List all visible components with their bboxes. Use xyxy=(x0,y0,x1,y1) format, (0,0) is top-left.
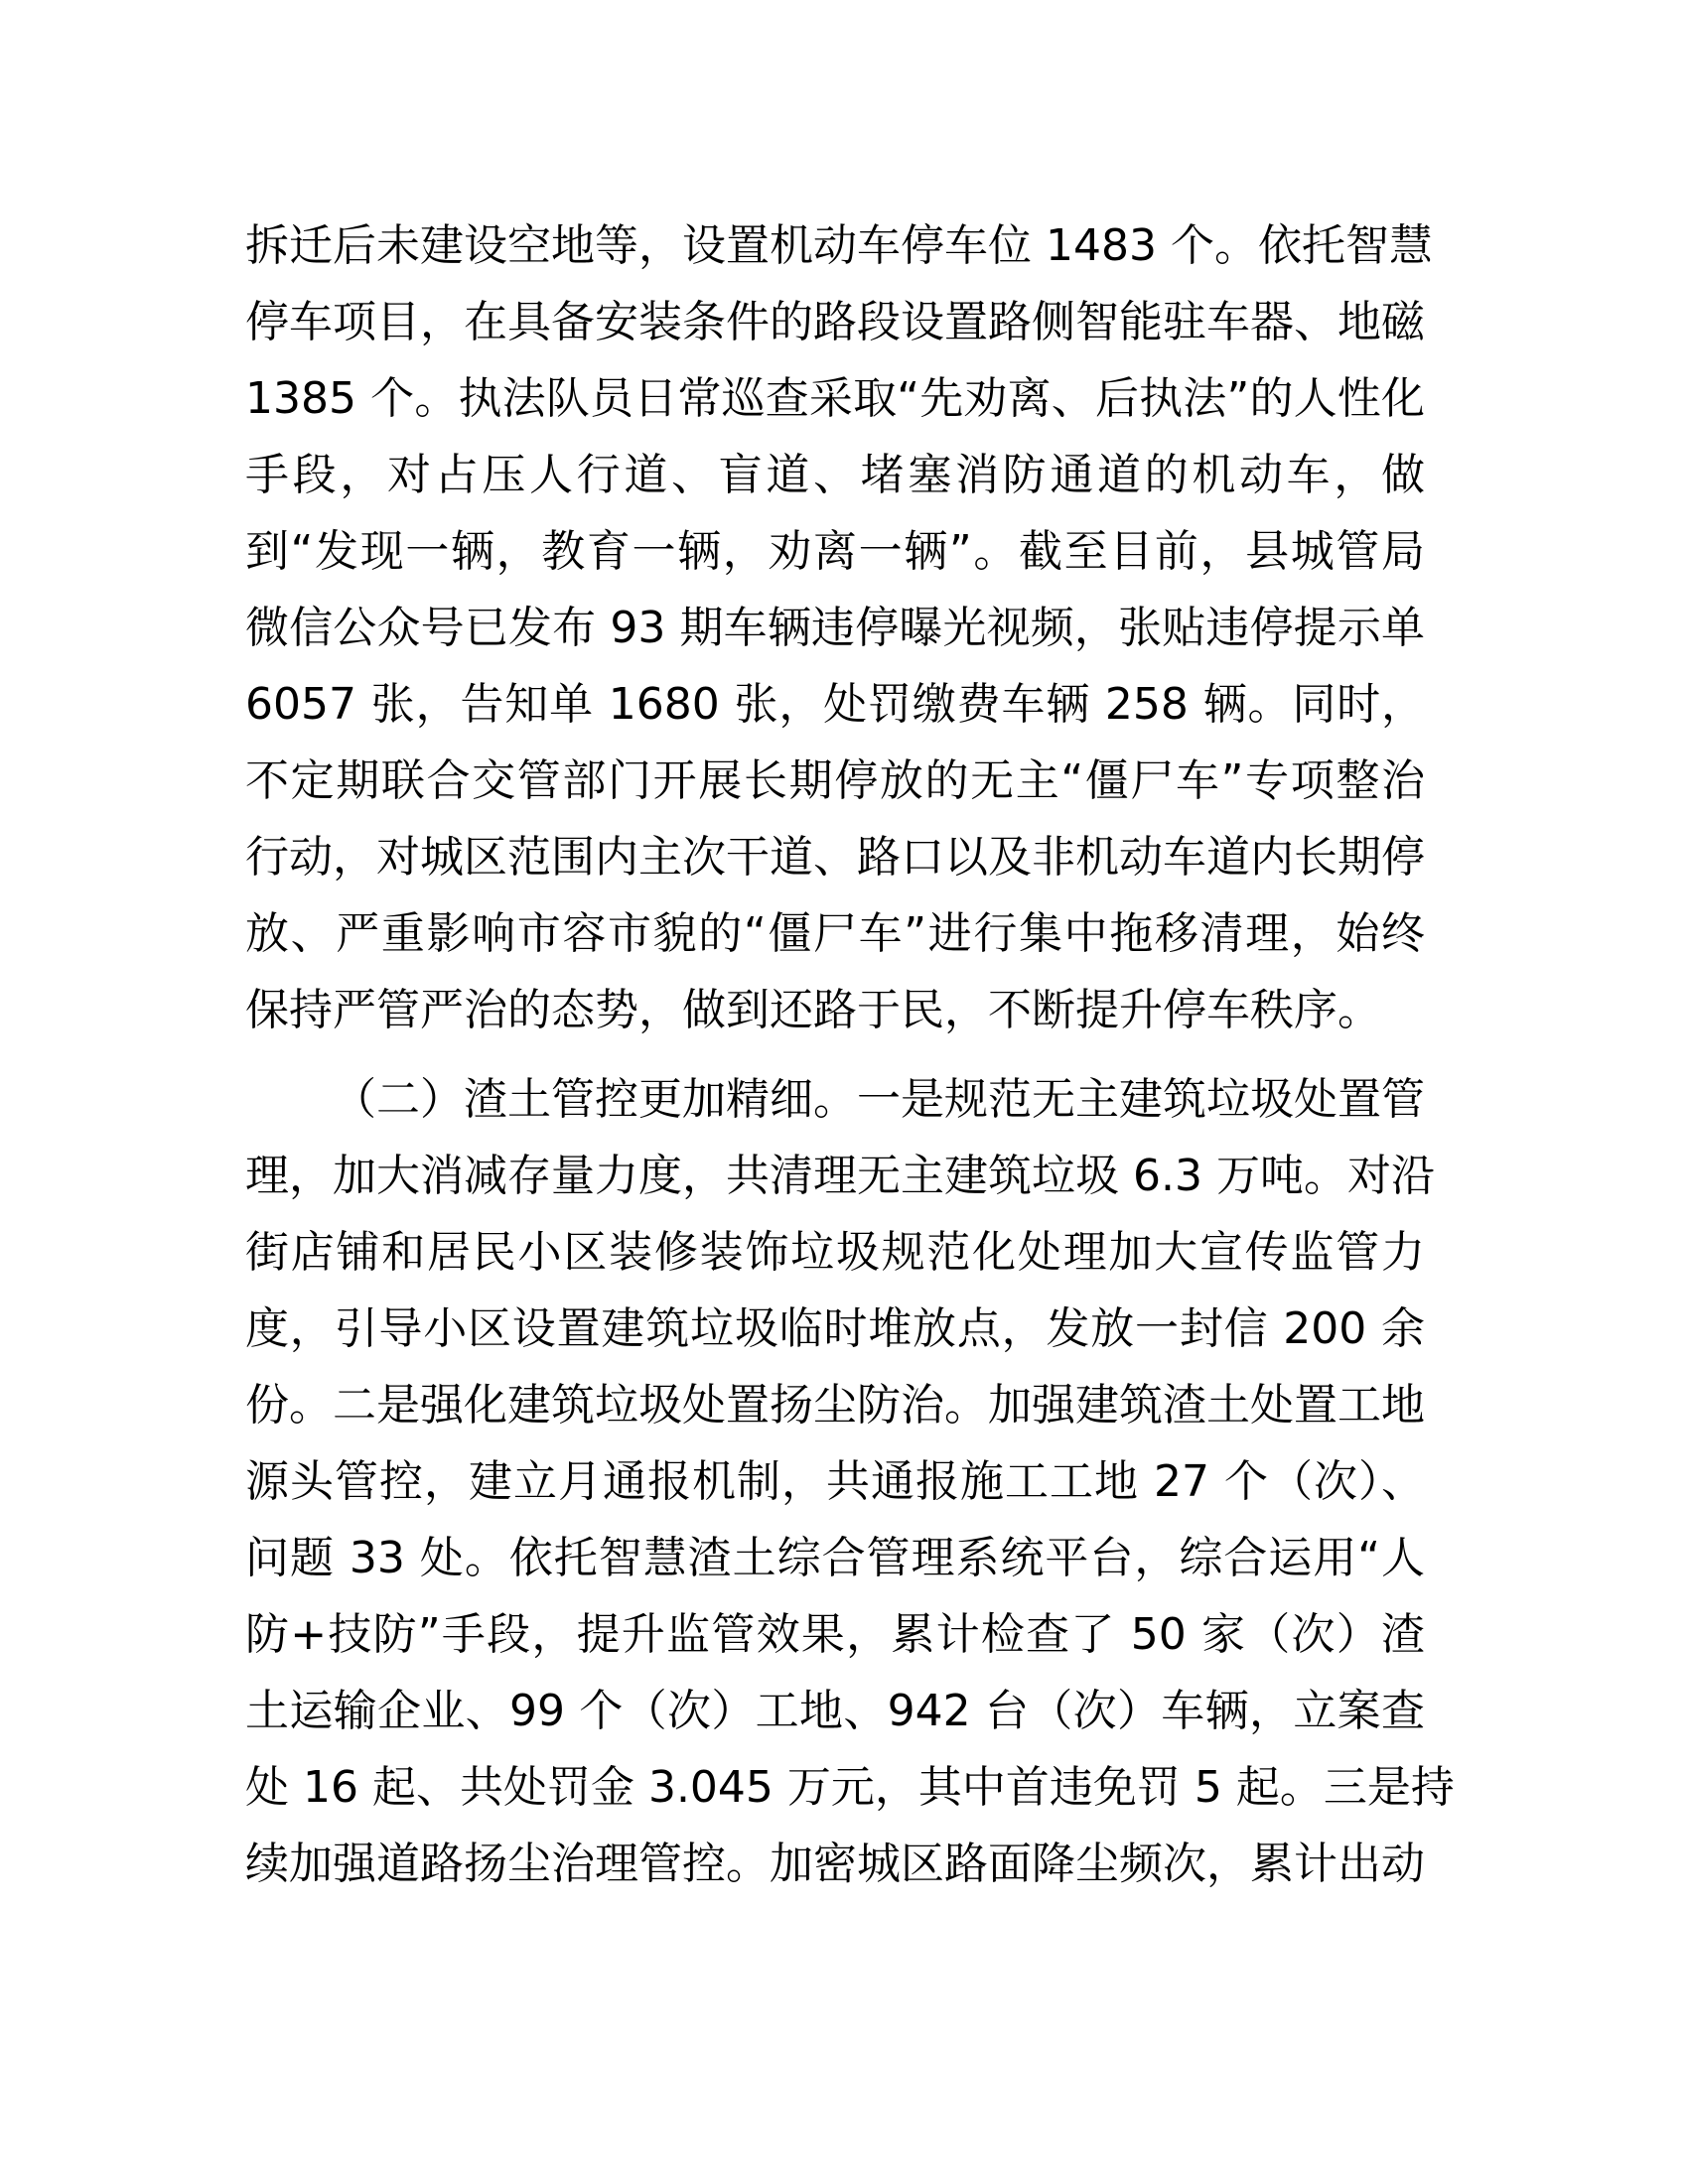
text-line: 不定期联合交管部门开展长期停放的无主“僵尸车”专项整治 xyxy=(245,755,1425,806)
text-line: 处 16 起、共处罚金 3.045 万元，其中首违免罚 5 起。三是持 xyxy=(245,1762,1455,1813)
text-line: 度，引导小区设置建筑垃圾临时堆放点，发放一封信 200 余 xyxy=(245,1303,1425,1354)
text-line: 行动，对城区范围内主次干道、路口以及非机动车道内长期停 xyxy=(245,832,1425,883)
text-line: 份。二是强化建筑垃圾处置扬尘防治。加强建筑渣土处置工地 xyxy=(245,1380,1425,1431)
text-line: 源头管控，建立月通报机制，共通报施工工地 27 个（次）、 xyxy=(245,1456,1425,1507)
text-line: 手段，对占压人行道、盲道、堵塞消防通道的机动车，做 xyxy=(245,450,1425,500)
text-line: 防+技防”手段，提升监管效果，累计检查了 50 家（次）渣 xyxy=(245,1609,1425,1660)
text-line: 停车项目，在具备安装条件的路段设置路侧智能驻车器、地磁 xyxy=(245,297,1425,347)
text-line: 到“发现一辆，教育一辆，劝离一辆”。截至目前，县城管局 xyxy=(245,526,1425,577)
text-line: 街店铺和居民小区装修装饰垃圾规范化处理加大宣传监管力 xyxy=(245,1227,1425,1278)
text-line: 土运输企业、99 个（次）工地、942 台（次）车辆，立案查 xyxy=(245,1686,1425,1736)
text-line: 保持严管严治的态势，做到还路于民，不断提升停车秩序。 xyxy=(245,985,1381,1035)
paragraph-parking-management xyxy=(245,207,1433,1048)
section-heading-line: （二）渣土管控更加精细。一是规范无主建筑垃圾处置管 xyxy=(333,1074,1425,1125)
text-line: 放、严重影响市容市貌的“僵尸车”进行集中拖移清理，始终 xyxy=(245,908,1425,959)
text-line: 理，加大消减存量力度，共清理无主建筑垃圾 6.3 万吨。对沿 xyxy=(245,1151,1435,1201)
text-line: 微信公众号已发布 93 期车辆违停曝光视频，张贴违停提示单 xyxy=(245,603,1425,653)
text-line: 6057 张，告知单 1680 张，处罚缴费车辆 258 辆。同时， xyxy=(245,679,1425,730)
text-line: 问题 33 处。依托智慧渣土综合管理系统平台，综合运用“人 xyxy=(245,1533,1425,1583)
paragraph-muck-control xyxy=(245,1061,1455,1902)
text-line: 1385 个。执法队员日常巡查采取“先劝离、后执法”的人性化 xyxy=(245,373,1425,424)
text-line: 续加强道路扬尘治理管控。加密城区路面降尘频次，累计出动 xyxy=(245,1839,1425,1889)
text-line: 拆迁后未建设空地等，设置机动车停车位 1483 个。依托智慧 xyxy=(245,220,1433,271)
